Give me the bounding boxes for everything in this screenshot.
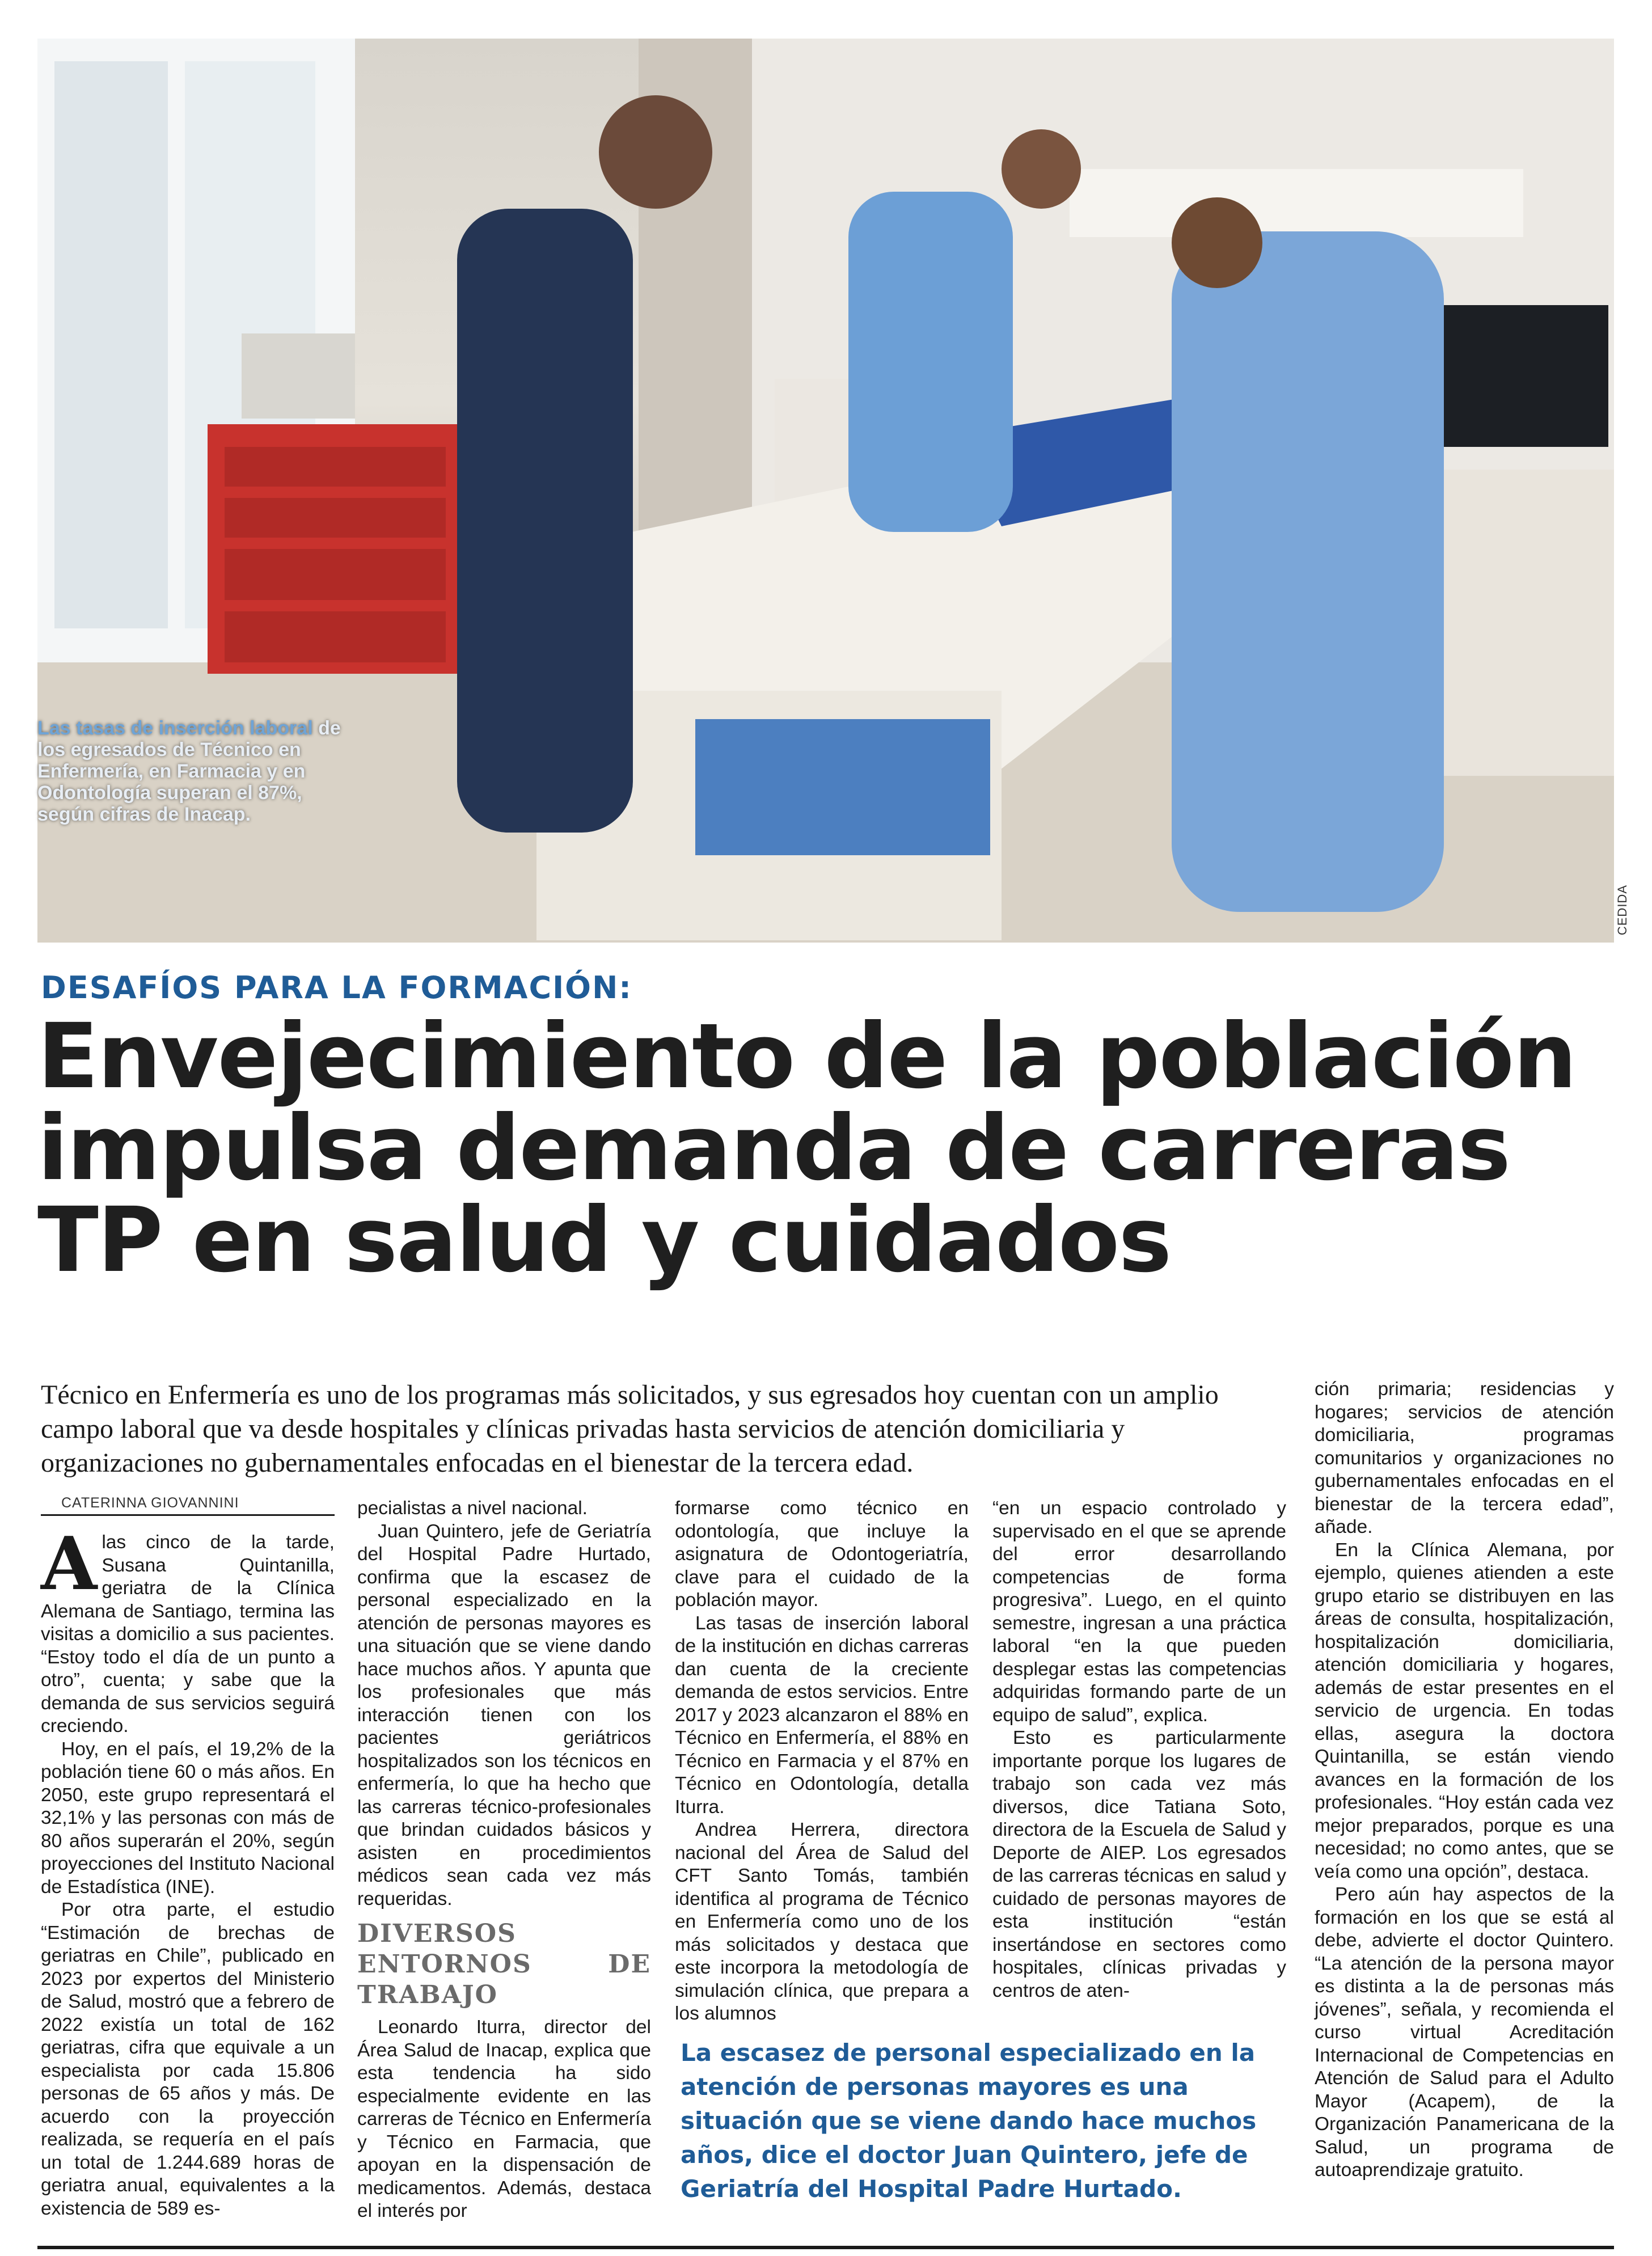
photo-caption-text: de los egresados de Técnico en Enfermería, en Farmacia y en Odontología superan el 87%, según cifras de Inacap. (37, 717, 341, 825)
article-column-2 (357, 1497, 651, 2223)
subheading: DIVERSOS ENTORNOS DE TRABAJO (357, 1919, 651, 2009)
headline-line: impulsa demanda de carreras (37, 1096, 1510, 1201)
paragraph: Pero aún hay aspectos de la formación en los que se está al debe, advierte el doctor Quintero. “La atención de la persona mayor es distinta a la de personas más jóvenes”, señala, y recomienda el curso virtual Acreditación Internacional de Competencias en Atención de Salud para el Adulto Mayor (Acapem), de la Organización Panamericana de la Salud, un programa de autoaprendizaje gratuito. (1315, 1884, 1614, 2181)
photo-credit: CEDIDA (1615, 885, 1629, 936)
headline-line: Envejecimiento de la población (37, 1004, 1576, 1109)
photo-caption-lead: Las tasas de inserción laboral (37, 717, 313, 739)
paragraph: Leonardo Iturra, director del Área Salud de Inacap, explica que esta tendencia ha sido especialmente evidente en las carreras de Técnico en Enfermería y Técnico en Farmacia, que apoyan en la dispensación de medicamentos. Además, destaca el interés por (357, 2017, 651, 2221)
deck: Técnico en Enfermería es uno de los programas más solicitados, y sus egresados hoy cuentan con un amplio campo laboral que va desde hospitales y clínicas privadas hasta servicios de atención domiciliaria y organizaciones no gubernamentales enfocadas en el bienestar de la tercera edad. (41, 1380, 1219, 1478)
paragraph: Hoy, en el país, el 19,2% de la población tiene 60 o más años. En 2050, este grupo representará el 32,1% y las personas con más de 80 años superarán el 20%, según proyecciones del Instituto Nacional de Estadística (INE). (41, 1738, 335, 1898)
kicker: DESAFÍOS PARA LA FORMACIÓN: (41, 970, 632, 1006)
byline-divider (41, 1514, 335, 1516)
paragraph: En la Clínica Alemana, por ejemplo, quienes atienden a este grupo etario se distribuyen en las áreas de consulta, hospitalización, hospitalización domiciliaria, atención domiciliaria y hogares, además de estar presentes en el servicio de urgencia. En todas ellas, asegura la doctora Quintanilla, se están viendo avances en la formación de los profesionales. “Hoy están cada vez mejor preparados, porque es una necesidad; no como antes, que se veía como una opción”, destaca. (1315, 1539, 1614, 1882)
headline (37, 1004, 1625, 1292)
paragraph: Andrea Herrera, directora nacional del Área de Salud del CFT Santo Tomás, también identifica al programa de Técnico en Enfermería como uno de los más solicitados y destaca que este incorpora la metodología de simulación clínica, que prepara a los alumnos (675, 1819, 969, 2024)
byline: CATERINNA GIOVANNINI (61, 1495, 239, 1511)
paragraph: pecialistas a nivel nacional. (357, 1498, 588, 1519)
paragraph: Por otra parte, el estudio “Estimación de brechas de geriatras en Chile”, publicado en 2023 por expertos del Ministerio de Salud, mostró que a febrero de 2022 existía un total de 162 geriatras, cifra que equivale a un especialista por cada 15.806 personas de 65 años y más. De acuerdo con la proyección realizada, se requería en el país un total de 1.244.689 horas de geriatra anual, equivalentes a la existencia de 589 es- (41, 1899, 335, 2219)
drop-cap: A (41, 1522, 98, 1607)
photo-caption (37, 717, 355, 825)
headline-line: TP en salud y cuidados (37, 1188, 1171, 1292)
paragraph: Las tasas de inserción laboral de la institución en dichas carreras dan cuenta de la creciente demanda de estos servicios. Entre 2017 y 2023 alcanzaron el 88% en Técnico en Enfermería, el 88% en Técnico en Farmacia y el 87% en Técnico en Odontología, detalla Iturra. (675, 1612, 969, 1818)
paragraph: formarse como técnico en odontología, que incluye la asignatura de Odontogeriatría, clave para el cuidado de la población mayor. (675, 1498, 969, 1611)
article-column-3 (675, 1497, 969, 2026)
page-bottom-rule (37, 2246, 1614, 2249)
article-column-5 (1315, 1378, 1614, 2182)
paragraph: “en un espacio controlado y supervisado en el que se aprende del error desarrollando competencias de forma progresiva”. Luego, en el quinto semestre, ingresan a una práctica laboral “en la que pueden desplegar estas las competencias adquiridas formando parte de un equipo de salud”, explica. (992, 1498, 1286, 1726)
article-column-4 (992, 1497, 1286, 2002)
article-column-1 (41, 1522, 335, 2220)
paragraph: Esto es particularmente importante porque los lugares de trabajo son cada vez más diversos, dice Tatiana Soto, directora de la Escuela de Salud y Deporte de AIEP. Los egresados de las carreras técnicas en salud y cuidado de personas mayores de esta institución “están insertándose en sectores como hospitales, clínicas privadas y centros de aten- (992, 1727, 1286, 2001)
paragraph: ción primaria; residencias y hogares; servicios de atención domiciliaria, programas comunitarios y organizaciones no gubernamentales enfocadas en el bienestar de la tercera edad”, añade. (1315, 1379, 1614, 1537)
paragraph: Juan Quintero, jefe de Geriatría del Hospital Padre Hurtado, confirma que la escasez de personal especializado en la atención de personas mayores es una situación que se viene dando hace muchos años. Y apunta que los profesionales que más interacción tienen con los pacientes geriátricos hospitalizados son los técnicos en enfermería, lo que ha hecho que las carreras técnico-profesionales que brindan cuidados básicos y asisten en procedimientos médicos sean cada vez más requeridas. (357, 1520, 651, 1909)
pull-quote: La escasez de personal especializado en la atención de personas mayores es una situación que se viene dando hace muchos años, dice el doctor Juan Quintero, jefe de Geriatría del Hospital Padre Hurtado. (681, 2039, 1257, 2203)
paragraph: Alas cinco de la tarde, Susana Quintanilla, geriatra de la Clínica Alemana de Santiago, termina las visitas a domicilio a sus pacientes. “Estoy todo el día de un punto a otro”, cuenta; y sabe que la demanda de sus servicios seguirá creciendo. (41, 1522, 335, 1737)
